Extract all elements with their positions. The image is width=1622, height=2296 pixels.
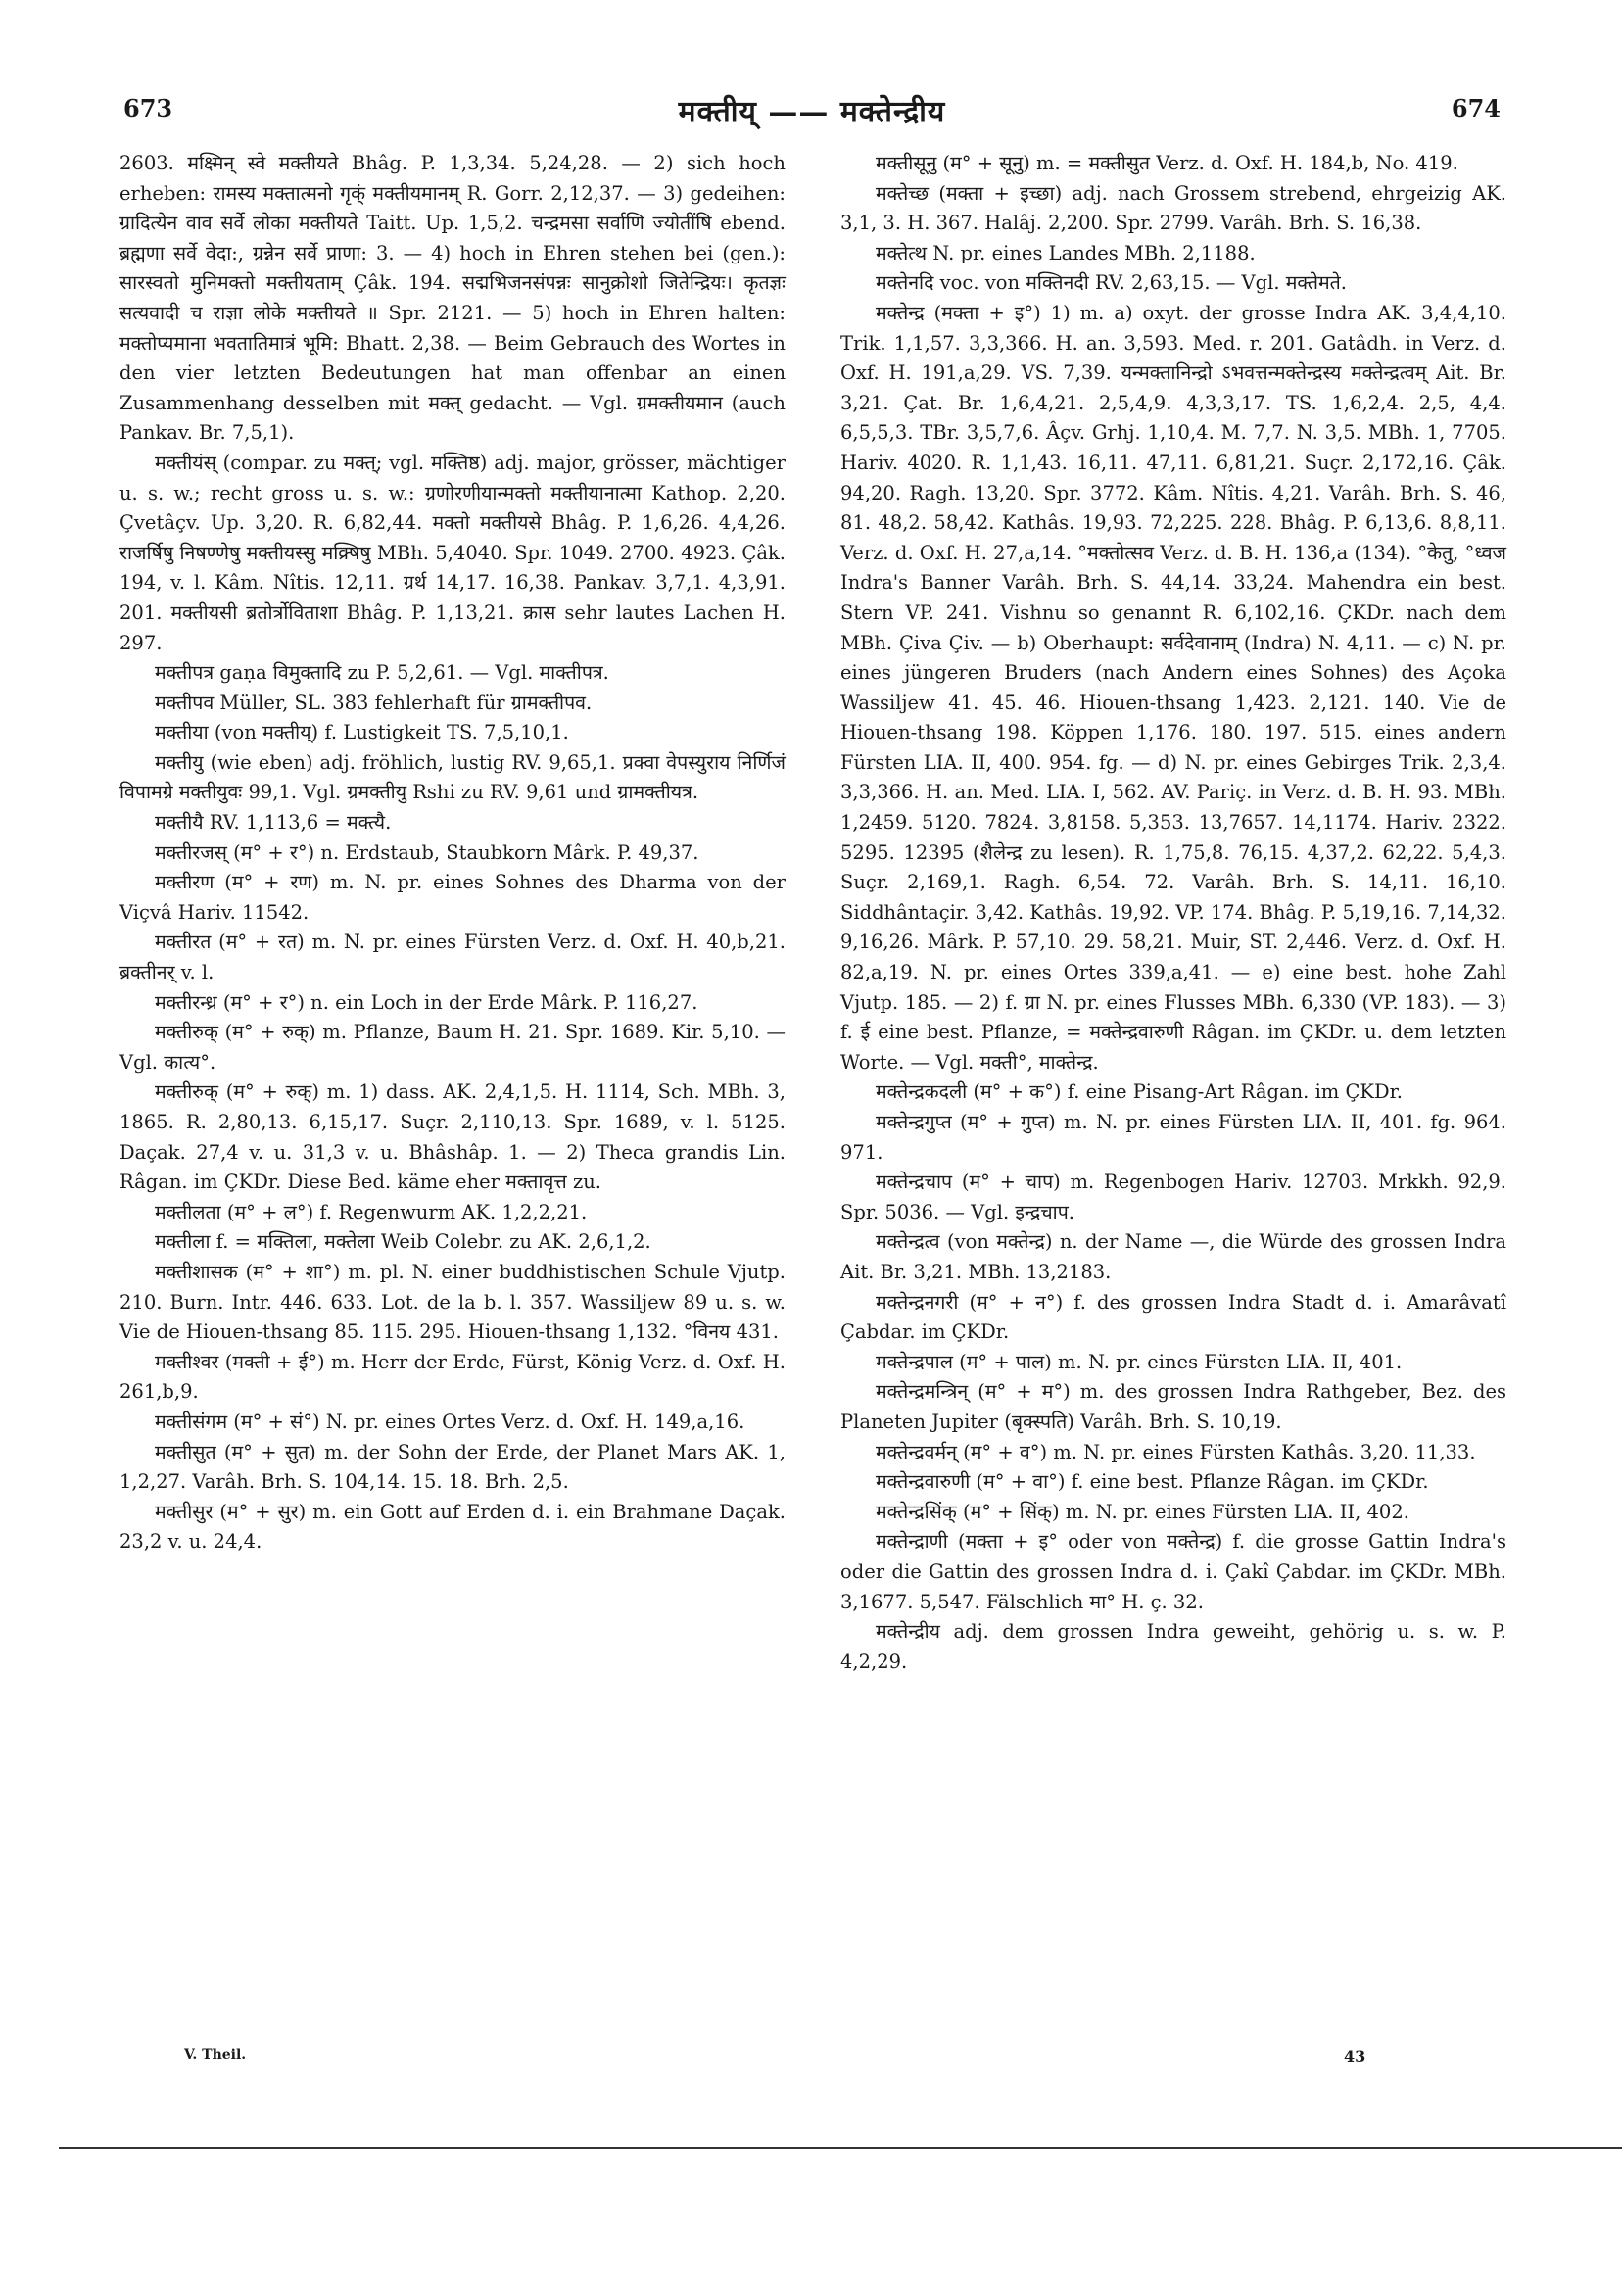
- entry-paragraph: मक्तीरत (म° + रत) m. N. pr. eines Fürsten Verz. d. Oxf. H. 40,b,21. ब्रक्तीनर् v. l.: [119, 931, 786, 984]
- entry-paragraph: मक्तीयु (wie eben) adj. fröhlich, lustig RV. 9,65,1. प्रक्वा वेपस्युराय निर्णिजं विपामग्रे मक्तीयुवः 99,1. Vgl. ग्रमक्तीयु Rshi zu RV. 9,61 und ग्रामक्तीयत्र.: [119, 750, 786, 804]
- entry-paragraph: मक्तीलता (म° + ल°) f. Regenwurm AK. 1,2,2,21.: [155, 1200, 588, 1223]
- entry-paragraph: मक्तेन्द्रत्व (von मक्तेन्द्र) n. der Name —, die Würde des grossen Indra Ait. Br. 3,21. MBh. 13,2183.: [840, 1230, 1506, 1283]
- entry-paragraph: मक्तीरन्ध्र (म° + र°) n. ein Loch in der Erde Mârk. P. 116,27.: [155, 990, 698, 1014]
- entry-paragraph: मक्तीयै RV. 1,113,6 = मक्त्यै.: [155, 811, 392, 835]
- entry-paragraph: मक्तेन्द्रसिंक् (म° + सिंक्) m. N. pr. eines Fürsten LIA. II, 402.: [876, 1500, 1409, 1523]
- entry-paragraph: मक्तेच्छ (मक्ता + इच्छा) adj. nach Grossem strebend, ehrgeizig AK. 3,1, 3. H. 367. Halâj. 2,200. Spr. 2799. Varâh. Brh. S. 16,38.: [840, 181, 1506, 235]
- page-header: [118, 94, 1506, 133]
- entry-paragraph: मक्तीसंगम (म° + सं°) N. pr. eines Ortes Verz. d. Oxf. H. 149,a,16.: [155, 1410, 745, 1433]
- entry-paragraph: मक्तीया (von मक्तीय्) f. Lustigkeit TS. 7,5,10,1.: [155, 721, 569, 744]
- entry-paragraph: मक्तेन्द्रगुप्त (म° + गुप्त) m. N. pr. eines Fürsten LIA. II, 401. fg. 964. 971.: [840, 1111, 1506, 1164]
- entry-paragraph: मक्तीसूनु (म° + सूनु) m. = मक्तीसुत Verz. d. Oxf. H. 184,b, No. 419.: [876, 152, 1458, 174]
- running-title: मक्तीय् —— मक्तेन्द्रीय: [678, 95, 946, 129]
- entry-paragraph: मक्तीरुक् (म° + रुक्) m. 1) dass. AK. 2,4,1,5. H. 1114, Sch. MBh. 3, 1865. R. 2,80,13. 6,15,17. Suçr. 2,110,13. Spr. 1689, v. l. 5125. Daçak. 27,4 v. u. 31,3 v. u. Bhâshâp. 1. — 2) Theca grandis Lin. Râgan. im ÇKDr. Diese Bed. käme eher मक्तावृत्त zu.: [119, 1080, 786, 1194]
- entry-paragraph: मक्तीसुर (म° + सुर) m. ein Gott auf Erden d. i. ein Brahmane Daçak. 23,2 v. u. 24,4.: [119, 1500, 786, 1554]
- bottom-rule: [59, 2147, 1622, 2149]
- entry-paragraph: मक्तेन्द्रचाप (म° + चाप) m. Regenbogen Hariv. 12703. Mrkkh. 92,9. Spr. 5036. — Vgl. इन्द्रचाप.: [840, 1171, 1506, 1223]
- entry-paragraph: 2603. मक्ष्मिन् स्वे मक्तीयते Bhâg. P. 1,3,34. 5,24,28. — 2) sich hoch erheben: रामस्य मक्तात्मनो गृक्ं मक्तीयमानम् R. Gorr. 2,12,37. — 3) gedeihen: ग्रादित्येन वाव सर्वे लोका मक्तीयते Taitt. Up. 1,5,2. चन्द्रमसा सर्वाणि ज्योतींषि ebend. ब्रह्मणा सर्वे वेदा:, ग्रन्नेन सर्वे प्राणा: 3. — 4) hoch in Ehren stehen bei (gen.): सारस्वतो मुनिमक्तो मक्तीयताम् Çâk. 194. सद्मभिजनसंपन्नः सानुक्रोशो जितेन्द्रियः। कृतज्ञः सत्यवादी च राज्ञा लोके मक्तीयते ॥ Spr. 2121. — 5) hoch in Ehren halten: मक्तोप्यमाना भवतातिमात्रं भूमि: Bhatt. 2,38. — Beim Gebrauch des Wortes in den vier letzten Bedeutungen hat man offenbar an einen Zusammenhang desselben mit मक्त् gedacht. — Vgl. ग्रमक्तीयमान (auch Pankav. Br. 7,5,1).: [119, 152, 786, 445]
- entry-paragraph: मक्तीला f. = मक्तिला, मक्तेला Weib Colebr. zu AK. 2,6,1,2.: [155, 1230, 651, 1254]
- entry-paragraph: मक्तेन्द्रकदली (म° + क°) f. eine Pisang-Art Râgan. im ÇKDr.: [876, 1080, 1403, 1104]
- entry-paragraph: मक्तीयंस् (compar. zu मक्त्; vgl. मक्तिष्ठ) adj. major, grösser, mächtiger u. s. w.; recht gross u. s. w.: ग्रणोरणीयान्मक्तो मक्तीयानात्मा Kathop. 2,20. Çvetâçv. Up. 3,20. R. 6,82,44. मक्तो मक्तीयसे Bhâg. P. 1,6,26. 4,4,26. राजर्षिषु निषण्णेषु मक्तीयस्सु मक्र्षिषु MBh. 5,4040. Spr. 1049. 2700. 4923. Çâk. 194, v. l. Kâm. Nîtis. 12,11. ग्रर्थ 14,17. 16,38. Pankav. 3,7,1. 4,3,91. 201. मक्तीयसी ब्रतोर्त्रोविताशा Bhâg. P. 1,13,21. क्रास sehr lautes Lachen H. 297.: [119, 451, 786, 654]
- entry-paragraph: मक्तेन्द्र (मक्ता + इ°) 1) m. a) oxyt. der grosse Indra AK. 3,4,4,10. Trik. 1,1,57. 3,3,366. H. an. 3,593. Med. r. 201. Gatâdh. in Verz. d. Oxf. H. 191,a,29. VS. 7,39. यन्मक्तानिन्द्रो ऽभवत्तन्मक्तेन्द्रस्य मक्तेन्द्रत्वम् Ait. Br. 3,21. Çat. Br. 1,6,4,21. 2,5,4,9. 4,3,3,17. TS. 1,6,2,4. 2,5, 4,4. 6,5,5,3. TBr. 3,5,7,6. Âçv. Grhj. 1,10,4. M. 7,7. N. 3,5. MBh. 1, 7705. Hariv. 4020. R. 1,1,43. 16,11. 47,11. 6,81,21. Suçr. 2,172,16. Çâk. 94,20. Ragh. 13,20. Spr. 3772. Kâm. Nîtis. 4,21. Varâh. Brh. S. 46, 81. 48,2. 58,42. Kathâs. 19,93. 72,225. 228. Bhâg. P. 6,13,6. 8,8,11. Verz. d. Oxf. H. 27,a,14. °मक्तोत्सव Verz. d. B. H. 136,a (134). °केतु, °ध्वज Indra's Banner Varâh. Brh. S. 44,14. 33,24. Mahendra ein best. Stern VP. 241. Vishnu so genannt R. 6,102,16. ÇKDr. nach dem MBh. Çiva Çiv. — b) Oberhaupt: सर्वदेवानाम् (Indra) N. 4,11. — c) N. pr. eines jüngeren Bruders (nach Andern eines Sohnes) des Açoka Wassiljew 41. 45. 46. Hiouen-thsang 1,423. 2,121. 140. Vie de Hiouen-thsang 198. Köppen 1,176. 180. 197. 515. eines andern Fürsten LIA. II, 400. 954. fg. — d) N. pr. eines Gebirges Trik. 2,3,4. 3,3,366. H. an. Med. LIA. I, 562. AV. Pariç. in Verz. d. B. H. 93. MBh. 1,2459. 5120. 7824. 3,8158. 5,353. 13,7657. 14,1174. Hariv. 2322. 5295. 12395 (शैलेन्द्र zu lesen). R. 1,75,8. 76,15. 4,37,2. 62,22. 5,4,3. Suçr. 2,169,1. Ragh. 6,54. 72. Varâh. Brh. S. 14,11. 16,10. Siddhântaçir. 3,42. Kathâs. 19,92. VP. 174. Bhâg. P. 5,19,16. 7,14,32. 9,16,26. Mârk. P. 57,10. 29. 58,21. Muir, ST. 2,446. Verz. d. Oxf. H. 82,a,19. N. pr. eines Ortes 339,a,41. — e) eine best. hohe Zahl Vjutp. 185. — 2) f. ग्रा N. pr. eines Flusses MBh. 6,330 (VP. 183). — 3) f. ई eine best. Pflanze, = मक्तेन्द्रवारुणी Râgan. im ÇKDr. u. dem letzten Worte. — Vgl. मक्ती°, माक्तेन्द्र.: [840, 301, 1506, 1074]
- entry-paragraph: मक्तीपत्र gaṇa विमुक्तादि zu P. 5,2,61. — Vgl. माक्तीपत्र.: [155, 661, 609, 685]
- entry-paragraph: मक्तीपव Müller, SL. 383 fehlerhaft für ग्रामक्तीपव.: [155, 691, 593, 714]
- entry-paragraph: मक्तेत्थ N. pr. eines Landes MBh. 2,1188.: [876, 241, 1256, 264]
- page-number-left: 673: [123, 94, 173, 122]
- entry-paragraph: मक्तेन्द्रपाल (म° + पाल) m. N. pr. eines Fürsten LIA. II, 401.: [876, 1350, 1403, 1373]
- entry-paragraph: मक्तीसुत (म° + सुत) m. der Sohn der Erde, der Planet Mars AK. 1, 1,2,27. Varâh. Brh. S. 104,14. 15. 18. Brh. 2,5.: [119, 1440, 786, 1494]
- page-number-right: 674: [1451, 94, 1501, 122]
- left-column: [119, 149, 786, 1557]
- entry-paragraph: मक्तीरुक् (म° + रुक्) m. Pflanze, Baum H. 21. Spr. 1689. Kir. 5,10. — Vgl. कात्य°.: [119, 1021, 786, 1074]
- entry-paragraph: मक्तीशासक (म° + शा°) m. pl. N. einer buddhistischen Schule Vjutp. 210. Burn. Intr. 446. 633. Lot. de la b. l. 357. Wassiljew 89 u. s. w. Vie de Hiouen-thsang 85. 115. 295. Hiouen-thsang 1,132. °विनय 431.: [119, 1260, 786, 1344]
- entry-paragraph: मक्तेन्द्रवारुणी (म° + वा°) f. eine best. Pflanze Râgan. im ÇKDr.: [876, 1470, 1429, 1494]
- entry-paragraph: मक्तेनदि voc. von मक्तिनदी RV. 2,63,15. — Vgl. मक्तेमते.: [876, 271, 1347, 295]
- entry-paragraph: मक्तीश्वर (मक्ती + ई°) m. Herr der Erde, Fürst, König Verz. d. Oxf. H. 261,b,9.: [119, 1350, 786, 1404]
- signature-mark: 43: [1344, 2047, 1366, 2066]
- entry-paragraph: मक्तेन्द्रनगरी (म° + न°) f. des grossen Indra Stadt d. i. Amarâvatî Çabdar. im ÇKDr.: [840, 1290, 1506, 1344]
- volume-footer: V. Theil.: [184, 2047, 247, 2063]
- right-column: [840, 149, 1506, 1677]
- entry-paragraph: मक्तेन्द्राणी (मक्ता + इ° oder von मक्तेन्द्र) f. die grosse Gattin Indra's oder die Gattin des grossen Indra d. i. Çakî Çabdar. im ÇKDr. MBh. 3,1677. 5,547. Fälschlich मा° H. ç. 32.: [840, 1530, 1506, 1613]
- entry-paragraph: मक्तीरजस् (म° + र°) n. Erdstaub, Staubkorn Mârk. P. 49,37.: [155, 840, 699, 864]
- entry-paragraph: मक्तेन्द्रमन्त्रिन् (म° + म°) m. des grossen Indra Rathgeber, Bez. des Planeten Jupiter (बृक्स्पति) Varâh. Brh. S. 10,19.: [840, 1380, 1506, 1433]
- entry-paragraph: मक्तेन्द्रीय adj. dem grossen Indra geweiht, gehörig u. s. w. P. 4,2,29.: [840, 1620, 1506, 1673]
- entry-paragraph: मक्तीरण (म° + रण) m. N. pr. eines Sohnes des Dharma von der Viçvâ Hariv. 11542.: [119, 871, 786, 924]
- entry-paragraph: मक्तेन्द्रवर्मन् (म° + व°) m. N. pr. eines Fürsten Kathâs. 3,20. 11,33.: [876, 1440, 1476, 1463]
